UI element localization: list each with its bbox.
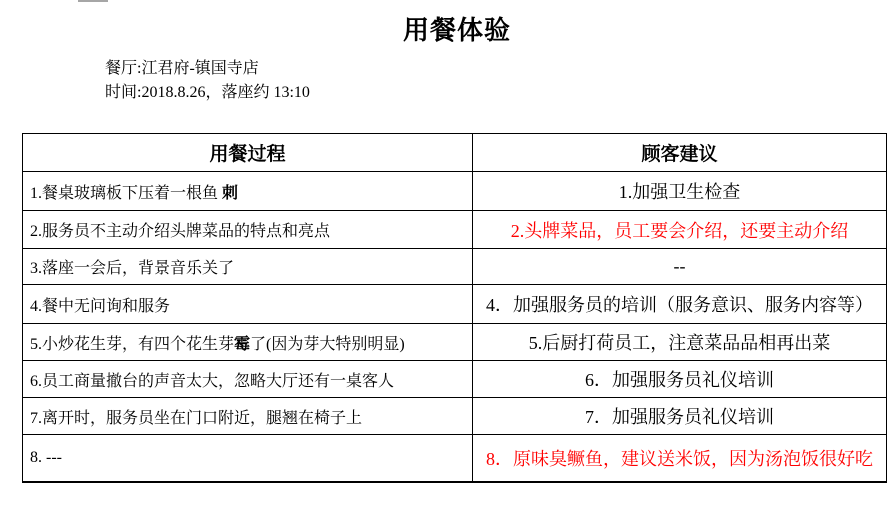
table-row [23, 398, 887, 435]
process-cell [23, 398, 473, 435]
suggestion-cell [473, 211, 887, 249]
restaurant-info: 餐厅:江君府-镇国寺店 [105, 60, 259, 77]
process-bold-text: 霉 [234, 335, 251, 353]
table-row [23, 435, 887, 482]
suggestion-text: 4．加强服务员的培训（服务意识、服务内容等） [486, 295, 873, 315]
process-text: 2.服务员不主动介绍头牌菜品的特点和亮点 [30, 223, 331, 240]
process-text-post: 了(因为芽大特别明显) [250, 335, 405, 353]
table-row [23, 211, 887, 249]
table-row [23, 172, 887, 211]
dining-feedback-table [22, 133, 887, 483]
process-text: 6.员工商量撤台的声音太大，忽略大厅还有一桌客人 [30, 372, 395, 390]
suggestion-cell [473, 435, 887, 482]
column-header-suggestion: 顾客建议 [473, 134, 887, 172]
process-text: 4.餐中无问询和服务 [30, 297, 171, 315]
top-edge-artifact [78, 0, 108, 2]
process-cell [23, 249, 473, 285]
column-header-process: 用餐过程 [23, 134, 473, 172]
process-text: 8. --- [30, 448, 62, 466]
table-row [23, 285, 887, 324]
suggestion-text: 5.后厨打荷员工，注意菜品品相再出菜 [528, 333, 831, 353]
suggestion-cell [473, 398, 887, 435]
suggestion-cell [473, 172, 887, 211]
suggestion-cell [473, 285, 887, 324]
suggestion-text: -- [673, 256, 686, 276]
process-cell [23, 285, 473, 324]
suggestion-text: 8．原味臭鳜鱼，建议送米饭，因为汤泡饭很好吃 [486, 448, 873, 469]
process-cell [23, 211, 473, 249]
suggestion-text: 1.加强卫生检查 [618, 182, 741, 202]
table-header-row [23, 134, 887, 172]
document-meta [105, 57, 310, 105]
suggestion-text: 2.头牌菜品，员工要会介绍，还要主动介绍 [510, 220, 849, 241]
suggestion-cell [473, 324, 887, 361]
suggestion-cell [473, 249, 887, 285]
page-title: 用餐体验 [403, 16, 512, 45]
table-border-gap-artifact [261, 326, 278, 330]
table-row [23, 361, 887, 398]
process-bold-text: 刺 [222, 184, 239, 202]
process-text: 1.餐桌玻璃板下压着一根鱼 [30, 184, 219, 202]
table-row [23, 249, 887, 285]
table-row [23, 324, 887, 361]
process-text: 3.落座一会后，背景音乐关了 [30, 260, 235, 277]
process-text: 7.离开时，服务员坐在门口附近，腿翘在椅子上 [30, 409, 363, 427]
process-cell [23, 324, 473, 361]
process-cell [23, 172, 473, 211]
time-info: 时间:2018.8.26，落座约 13:10 [105, 84, 310, 101]
process-cell [23, 435, 473, 482]
suggestion-cell [473, 361, 887, 398]
process-text: 5.小炒花生芽，有四个花生芽 [30, 335, 235, 353]
suggestion-text: 7．加强服务员礼仪培训 [585, 407, 774, 427]
suggestion-text: 6．加强服务员礼仪培训 [585, 370, 774, 390]
process-cell [23, 361, 473, 398]
